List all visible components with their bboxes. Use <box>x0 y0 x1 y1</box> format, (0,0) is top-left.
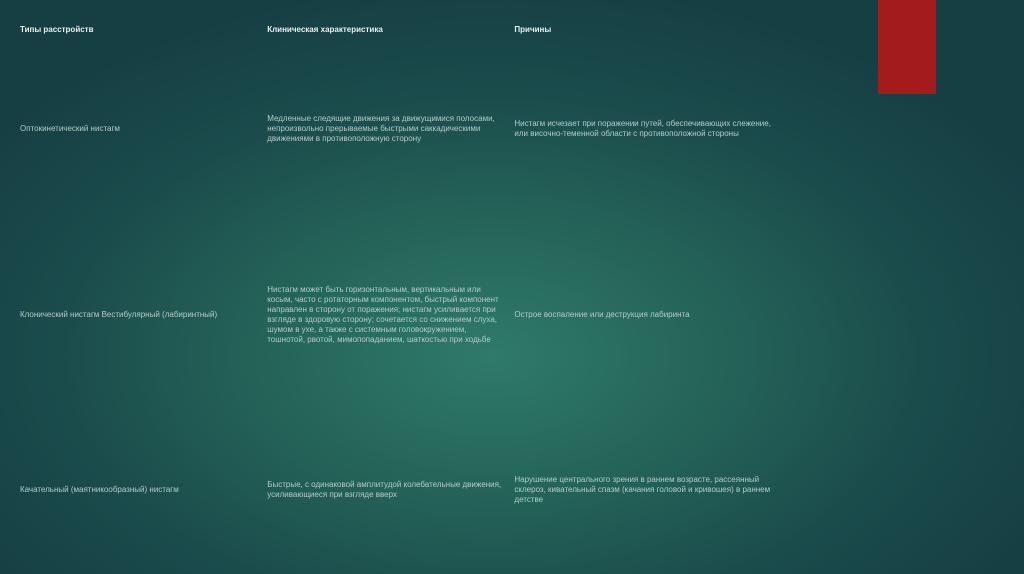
table-row <box>16 410 776 570</box>
header-characteristic: Клиническая характеристика <box>267 24 383 34</box>
nystagmus-table <box>16 20 776 570</box>
row-type: Клонический нистагм Вестибулярный (лабиринтный) <box>20 310 218 319</box>
row-causes: Нистагм исчезает при поражении путей, обеспечивающих слежение, или височно-теменной области с противоположной стороны <box>514 119 771 138</box>
header-types: Типы расстройств <box>20 24 94 34</box>
row-characteristic: Нистагм может быть горизонтальным, вертикальным или косым, часто с ротаторным компонентом, быстрый компонент направлен в сторону от поражения; нистагм усиливается при взгляде в здоровую сторону; сочетается со снижением слуха, шумом в ухе, а также с системным головокружением, тошнотой, рвотой, мимопопаданием, шаткостью при ходьбе <box>267 285 499 344</box>
table-header-row <box>16 20 776 38</box>
row-causes: Острое воспаление или деструкция лабиринта <box>514 310 690 319</box>
table-row <box>16 38 776 220</box>
row-causes: Нарушение центрального зрения в раннем возрасте, рассеянный склероз, кивательный спазм (качания головой и кривошея) в раннем детстве <box>514 475 771 504</box>
row-characteristic: Медленные следящие движения за движущимися полосами, непроизвольно прерываемые быстрыми саккадическими движениями в противоположную сторону <box>267 114 495 143</box>
table-row <box>16 220 776 410</box>
row-type: Качательный (маятникообразный) нистагм <box>20 485 179 494</box>
row-characteristic: Быстрые, с одинаковой амплитудой колебательные движения, усиливающиеся при взгляде вверх <box>267 480 502 499</box>
accent-bar <box>878 0 936 94</box>
row-type: Оптокинетический нистагм <box>20 124 120 133</box>
header-causes: Причины <box>514 24 552 34</box>
